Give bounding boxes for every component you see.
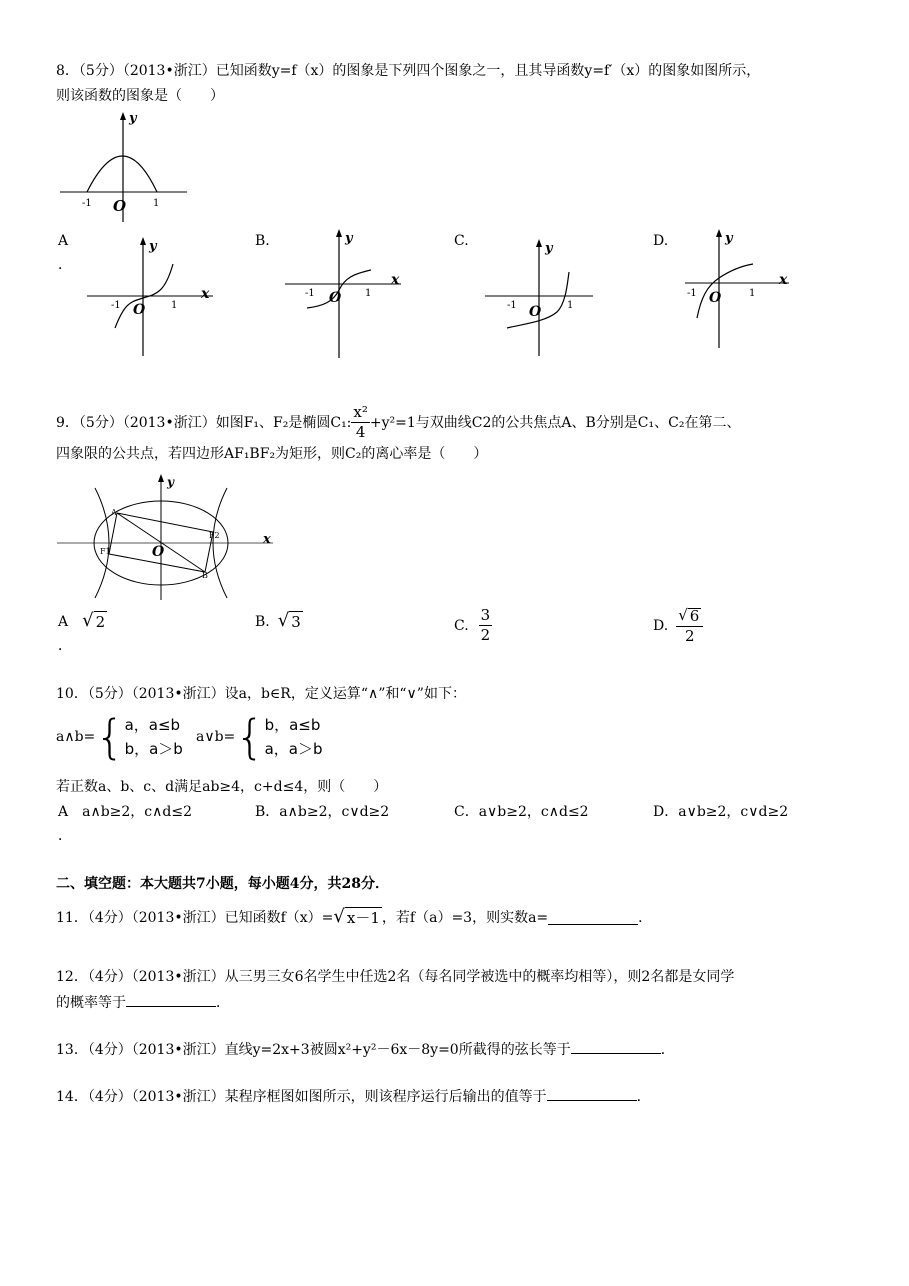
svg-text:x: x: [263, 532, 271, 547]
q9-option-a-dot: ．: [58, 638, 72, 654]
y-arrow-icon: [120, 112, 126, 120]
y-arrow-icon: [158, 474, 164, 482]
q10-text-line1: 10．（5分）（2013•浙江）设a，b∈R，定义运算“∧”和“∨”如下：: [56, 686, 466, 702]
q9-text-line1: [56, 405, 740, 440]
q10-or-definition: a∨b= { b，a≤b a，a＞b: [196, 710, 323, 764]
q8-text-line2: 则该函数的图象是（ ）: [56, 88, 224, 104]
q10-option-c[interactable]: C．a∨b≥2，c∧d≤2: [454, 804, 589, 820]
q8-option-b-graph[interactable]: [283, 226, 413, 361]
svg-text:y: y: [345, 231, 353, 246]
q12-answer-blank[interactable]: [126, 992, 216, 1007]
svg-text:1: 1: [567, 300, 574, 311]
svg-text:O: O: [329, 290, 342, 306]
y-arrow-icon: [716, 229, 722, 237]
svg-text:-1: -1: [507, 300, 517, 311]
q8-option-a-label[interactable]: A: [58, 233, 69, 249]
q8-option-a-dot: ．: [58, 257, 72, 273]
svg-text:-1: -1: [111, 300, 121, 311]
q10-option-a[interactable]: A a∧b≥2，c∧d≤2: [58, 804, 192, 820]
svg-text:1: 1: [365, 288, 372, 299]
svg-text:y: y: [149, 239, 157, 254]
svg-text:A: A: [111, 508, 117, 517]
sqrt-symbol: √ x－1: [333, 906, 380, 927]
q13-answer-blank[interactable]: [571, 1039, 661, 1054]
svg-text:O: O: [152, 544, 165, 560]
q9-text-line2: 四象限的公共点，若四边形AF₁BF₂为矩形，则C₂的离心率是（ ）: [56, 446, 488, 462]
q14-answer-blank[interactable]: [547, 1086, 637, 1101]
q9-text-post: +y²=1与双曲线C2的公共焦点A、B分别是C₁、C₂在第二、: [369, 414, 741, 431]
q8-option-d-label[interactable]: D.: [653, 233, 669, 249]
svg-text:1: 1: [749, 288, 756, 299]
q10-option-d[interactable]: D．a∨b≥2，c∨d≥2: [653, 804, 789, 820]
q8-option-c-label[interactable]: C.: [454, 233, 469, 249]
origin-label: O: [113, 197, 127, 215]
q11-answer-blank[interactable]: [548, 910, 638, 925]
q12-text-line1: 12．（4分）（2013•浙江）从三男三女6名学生中任选2名（每名同学被选中的概率均相等），则2名都是女同学: [56, 969, 735, 985]
q10-and-definition: a∧b= { a，a≤b b，a＞b: [56, 710, 183, 764]
q8-option-d-graph[interactable]: [683, 226, 803, 351]
y-arrow-icon: [336, 229, 342, 237]
q13-text: 13．（4分）（2013•浙江）直线y=2x+3被圆x²+y²－6x－8y=0所截得的弦长等于 ．: [56, 1039, 675, 1060]
q9-text-pre: 9．（5分）（2013•浙江）如图F₁、F₂是椭圆C₁:: [56, 414, 352, 431]
q9-option-d[interactable]: D. √ 6 2: [653, 608, 703, 644]
pos1-label: 1: [153, 198, 160, 209]
sqrt-symbol: √ 6: [678, 606, 700, 625]
q8-derivative-graph: [55, 110, 195, 225]
sqrt-symbol: √ 3: [277, 610, 301, 631]
y-arrow-icon: [140, 237, 146, 245]
q8-option-c-graph[interactable]: [483, 236, 613, 360]
svg-text:y: y: [725, 231, 733, 246]
svg-text:F2: F2: [209, 531, 220, 540]
svg-text:O: O: [709, 290, 722, 306]
q10-text-condition: 若正数a、b、c、d满足ab≥4，c+d≤4，则（ ）: [56, 779, 388, 795]
left-brace-icon: {: [235, 710, 265, 764]
svg-text:x: x: [779, 272, 788, 288]
svg-text:F1: F1: [100, 547, 111, 556]
svg-text:O: O: [133, 302, 146, 318]
q8-option-a-graph[interactable]: [85, 232, 225, 360]
svg-text:O: O: [529, 304, 542, 320]
q14-text: 14．（4分）（2013•浙江）某程序框图如图所示，则该程序运行后输出的值等于 ．: [56, 1086, 651, 1107]
q9-fraction: $\frac{\text{x²}}{4}$: [353, 403, 368, 441]
svg-text:1: 1: [171, 300, 178, 311]
y-label: y: [129, 111, 137, 126]
neg1-label: -1: [82, 198, 92, 209]
svg-text:y: y: [545, 241, 553, 256]
svg-text:x: x: [201, 286, 210, 302]
q10-option-a-dot: ．: [58, 828, 72, 844]
q12-text-line2: 的概率等于 ．: [56, 992, 230, 1013]
q8-text-line1: 8．（5分）（2013•浙江）已知函数y=f（x）的图象是下列四个图象之一，且其导函数y=f′（x）的图象如图所示，: [56, 63, 761, 79]
svg-text:-1: -1: [305, 288, 315, 299]
svg-text:-1: -1: [687, 288, 697, 299]
q11-text: 11．（4分）（2013•浙江）已知函数f（x）= √ x－1 ，若f（a）=3，则实数a= ．: [56, 906, 653, 927]
left-brace-icon: {: [95, 710, 125, 764]
q9-ellipse-hyperbola-figure: [55, 470, 285, 602]
q10-option-b[interactable]: B．a∧b≥2，c∨d≥2: [255, 804, 390, 820]
svg-text:y: y: [167, 475, 174, 489]
q9-option-b[interactable]: B. √ 3: [255, 610, 301, 631]
parabola-curve: [87, 156, 157, 192]
svg-text:B: B: [202, 571, 208, 580]
q8-option-b-label[interactable]: B.: [255, 233, 270, 249]
q9-option-c[interactable]: C. $\frac{3}{2}$: [454, 606, 491, 644]
curve: [697, 264, 756, 318]
q9-option-a[interactable]: A √ 2: [58, 610, 106, 631]
y-arrow-icon: [536, 239, 542, 247]
sqrt-symbol: √ 2: [82, 610, 106, 631]
svg-text:x: x: [391, 272, 400, 288]
section-2-heading: 二、填空题：本大题共7小题，每小题4分，共28分．: [56, 876, 389, 892]
